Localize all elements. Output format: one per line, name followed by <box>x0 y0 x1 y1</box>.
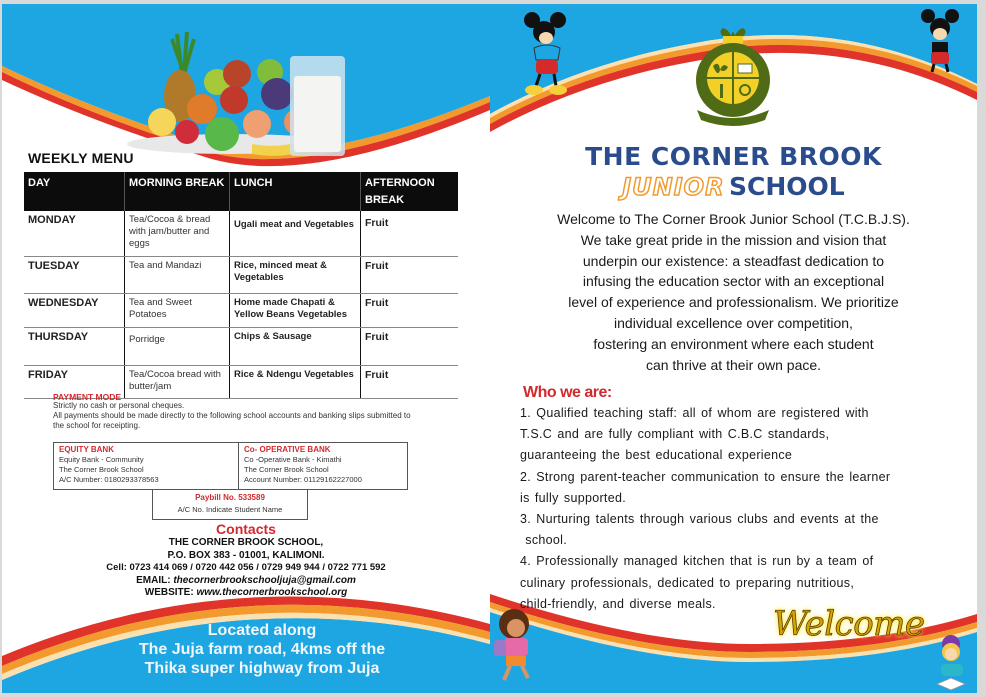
equity-account-number: A/C Number: 0180293378563 <box>59 475 159 484</box>
coop-bank-branch: Co -Operative Bank - Kimathi <box>244 455 342 464</box>
weekly-menu-table <box>24 172 458 399</box>
location-line-1: Located along <box>207 622 317 639</box>
payment-note-cash: Strictly no cash or personal cheques. <box>53 401 185 410</box>
afternoon-break-cell: Fruit <box>361 257 459 294</box>
payment-note-accounts: All payments should be made directly to the following school accounts and banking slips submitted to the school for receipting. <box>53 411 411 430</box>
morning-break-cell: Tea/Cocoa bread with butter/jam <box>125 366 230 399</box>
school-title-line-2 <box>490 172 977 206</box>
table-row <box>24 328 458 366</box>
table-header-row <box>24 172 458 211</box>
equity-bank-name: EQUITY BANK <box>59 445 114 454</box>
table-row <box>24 257 458 294</box>
location-line-2: The Juja farm road, 4kms off the <box>138 641 386 658</box>
who-we-are-title: Who we are: <box>523 384 612 401</box>
welcome-line: Welcome to The Corner Brook Junior School (T.C.B.J.S). <box>557 211 910 227</box>
day-cell: WEDNESDAY <box>24 294 125 328</box>
coop-bank-box <box>238 442 408 490</box>
coop-account-name: The Corner Brook School <box>244 465 329 474</box>
afternoon-break-cell: Fruit <box>361 294 459 328</box>
who-line: 4. Professionally managed kitchen that is run by a team of <box>520 554 874 569</box>
lunch-cell: Home made Chapati & Yellow Beans Vegetables <box>230 294 361 328</box>
welcome-paragraph <box>490 209 977 375</box>
welcome-line: We take great pride in the mission and vision that <box>580 231 887 248</box>
school-title-school: SCHOOL <box>729 172 845 201</box>
day-cell: THURSDAY <box>24 328 125 366</box>
welcome-panel <box>490 4 977 693</box>
lunch-cell: Ugali meat and Vegetables <box>230 211 361 257</box>
who-line: school. <box>520 533 567 548</box>
paybill-number: Paybill No. 533589 <box>195 493 265 502</box>
column-header-afternoon-break: AFTERNOON BREAK <box>361 172 459 211</box>
contact-website-line <box>2 587 490 600</box>
column-header-morning-break: MORNING BREAK <box>125 172 230 211</box>
email-link[interactable]: thecornerbrookschooljuja@gmail.com <box>173 574 356 586</box>
welcome-line: level of experience and professionalism. We prioritize <box>568 294 899 311</box>
equity-account-name: The Corner Brook School <box>59 465 144 474</box>
payment-mode-title: PAYMENT MODE <box>53 392 122 402</box>
who-line: 3. Nurturing talents through various clubs and events at the <box>520 512 879 527</box>
column-header-lunch: LUNCH <box>230 172 361 211</box>
equity-bank-branch: Equity Bank - Community <box>59 455 144 464</box>
who-line: 1. Qualified teaching staff: all of whom are registered with <box>520 406 869 420</box>
who-line: child-friendly, and diverse meals. <box>520 596 716 611</box>
welcome-line: infusing the education sector with an exceptional <box>582 273 885 290</box>
school-title-junior: JUNIOR <box>622 173 725 201</box>
morning-break-cell: Tea and Mandazi <box>125 257 230 294</box>
table-row <box>24 294 458 328</box>
who-line: 2. Strong parent-teacher communication to ensure the learner <box>520 469 891 484</box>
paybill-note: A/C No. Indicate Student Name <box>177 505 283 514</box>
lunch-cell: Rice & Ndengu Vegetables <box>230 366 361 399</box>
coop-account-number: Account Number: 01129162227000 <box>244 475 362 484</box>
welcome-script-heading: Welcome <box>773 604 925 644</box>
email-label: EMAIL: <box>136 574 171 586</box>
who-line: culinary professionals, dedicated to preparing nutritious, <box>520 575 855 590</box>
morning-break-cell: Porridge <box>125 328 230 366</box>
afternoon-break-cell: Fruit <box>361 328 459 366</box>
who-line: T.S.C and are fully compliant with C.B.C standards, <box>520 427 830 442</box>
who-line: is fully supported. <box>520 490 626 505</box>
column-header-day: DAY <box>24 172 125 211</box>
contact-email-line <box>2 575 490 588</box>
morning-break-cell: Tea/Cocoa & bread with jam/butter and eggs <box>125 211 230 257</box>
day-cell: MONDAY <box>24 211 125 257</box>
contacts-title: Contacts <box>216 521 276 537</box>
afternoon-break-cell: Fruit <box>361 211 459 257</box>
who-we-are-list <box>520 403 965 615</box>
paybill-box <box>152 490 308 520</box>
lunch-cell: Rice, minced meat & Vegetables <box>230 257 361 294</box>
school-title-line-1: THE CORNER BROOK <box>585 142 882 171</box>
contacts-section <box>2 521 490 600</box>
welcome-line: underpin our existence: a steadfast dedication to <box>582 252 885 269</box>
lunch-cell: Chips & Sausage <box>230 328 361 366</box>
contact-cell-numbers: Cell: 0723 414 069 / 0720 442 056 / 0729 949 944 / 0722 771 592 <box>106 562 386 573</box>
contact-address: P.O. BOX 383 - 01001, KALIMONI. <box>167 549 325 561</box>
contact-school-name: THE CORNER BROOK SCHOOL, <box>168 537 324 548</box>
coop-bank-name: Co- OPERATIVE BANK <box>244 445 331 454</box>
day-cell: FRIDAY <box>24 366 125 399</box>
afternoon-break-cell: Fruit <box>361 366 459 399</box>
welcome-line: fostering an environment where each student <box>593 335 874 352</box>
location-text <box>2 621 490 678</box>
website-link[interactable]: www.thecornerbrookschool.org <box>196 587 348 598</box>
school-title <box>490 142 977 206</box>
weekly-menu-title: WEEKLY MENU <box>28 150 134 166</box>
location-line-3: Thika super highway from Juja <box>144 660 380 677</box>
welcome-line: can thrive at their own pace. <box>645 356 822 373</box>
equity-bank-box <box>53 442 239 490</box>
menu-panel <box>2 4 490 693</box>
who-line: guaranteeing the best educational experience <box>520 448 793 463</box>
table-row <box>24 211 458 257</box>
day-cell: TUESDAY <box>24 257 125 294</box>
morning-break-cell: Tea and Sweet Potatoes <box>125 294 230 328</box>
website-label: WEBSITE: <box>144 587 194 598</box>
welcome-line: individual excellence over competition, <box>614 314 853 331</box>
